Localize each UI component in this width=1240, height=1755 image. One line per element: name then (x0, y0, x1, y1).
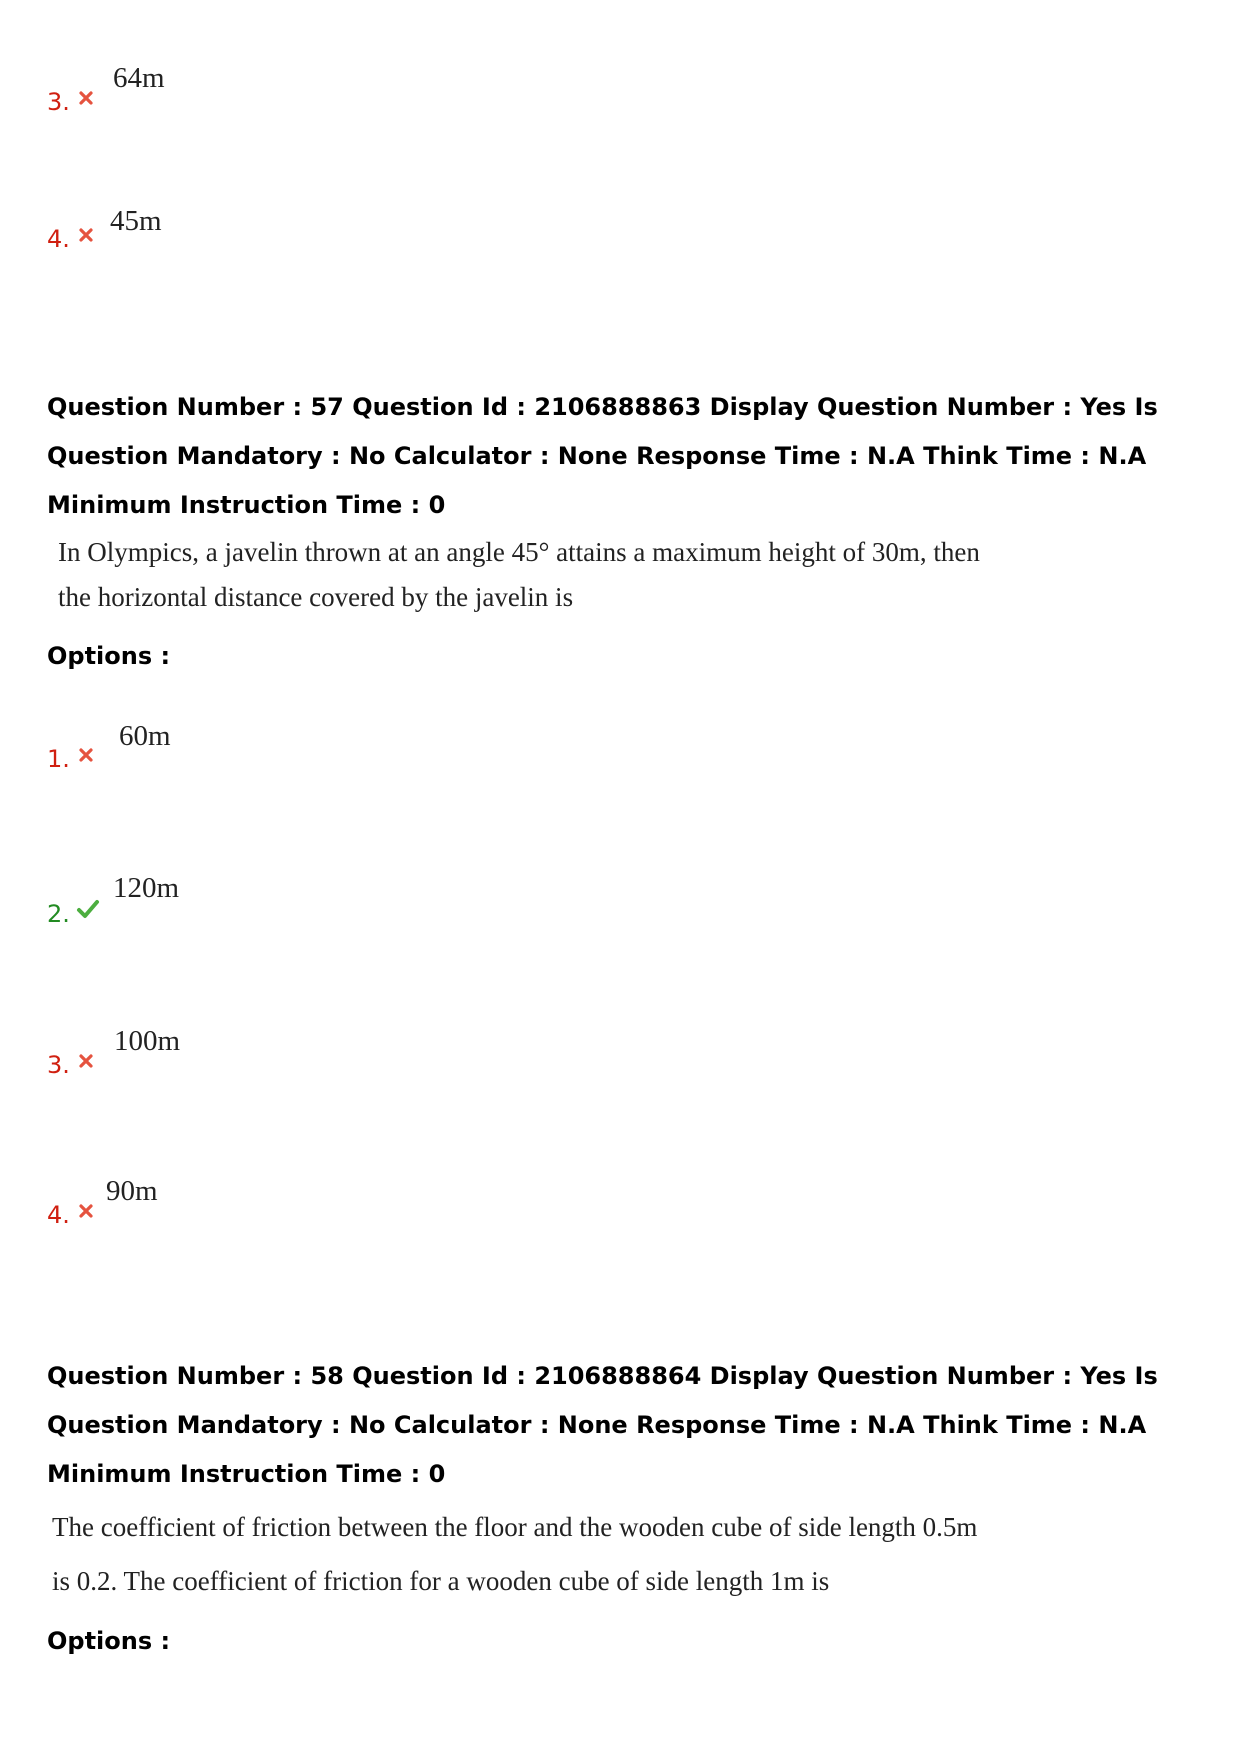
cross-icon (78, 90, 94, 106)
option-number: 4. (47, 225, 70, 253)
option-number: 2. (47, 900, 70, 928)
options-label: Options : (47, 1627, 171, 1655)
question-58-stem-line-1: The coefficient of friction between the floor and the wooden cube of side length 0.5m (52, 1512, 978, 1542)
option-value: 90m (106, 1175, 158, 1207)
question-57-stem-line-2: the horizontal distance covered by the javelin is (58, 582, 574, 612)
option-value: 120m (113, 872, 180, 904)
option-value: 64m (113, 62, 165, 94)
question-58-stem-line-2: is 0.2. The coefficient of friction for a wooden cube of side length 1m is (52, 1566, 830, 1596)
check-icon (76, 899, 100, 919)
options-label: Options : (47, 642, 171, 670)
option-value: 100m (114, 1025, 181, 1057)
question-57-stem-line-1: In Olympics, a javelin thrown at an angle 45° attains a maximum height of 30m, then (58, 537, 980, 567)
option-number: 3. (47, 88, 70, 116)
question-58-meta: Question Number : 58 Question Id : 2106888864 Display Question Number : Yes Is Question Mandatory : No Calculator : None Response Time : N.A Think Time : N.A Minimum Instruction Time : 0 (47, 1362, 1158, 1488)
option-value: 60m (119, 720, 171, 752)
question-57-meta: Question Number : 57 Question Id : 2106888863 Display Question Number : Yes Is Question Mandatory : No Calculator : None Response Time : N.A Think Time : N.A Minimum Instruction Time : 0 (47, 393, 1158, 519)
cross-icon (78, 227, 94, 243)
option-number: 4. (47, 1201, 70, 1229)
option-number: 1. (47, 745, 70, 773)
cross-icon (78, 747, 94, 763)
cross-icon (78, 1053, 94, 1069)
cross-icon (78, 1203, 94, 1219)
option-number: 3. (47, 1051, 70, 1079)
option-value: 45m (110, 205, 162, 237)
